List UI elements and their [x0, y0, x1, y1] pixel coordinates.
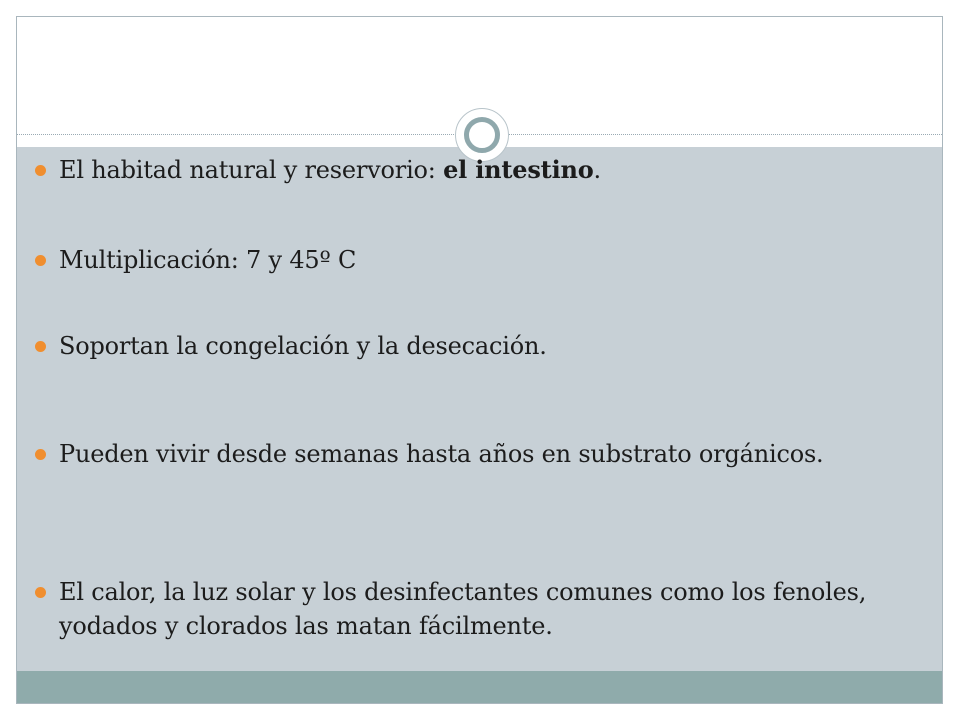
footer-bar — [17, 671, 942, 703]
bullet-text: El calor, la luz solar y los desinfectantes comunes como los fenoles, yodados y clorados las matan fácilmente. — [59, 578, 867, 640]
bullet-text-prefix: El habitad natural y reservorio: — [59, 156, 444, 184]
bullet-dot-icon — [35, 165, 46, 176]
bullet-dot-icon — [35, 449, 46, 460]
bullet-text — [59, 153, 909, 187]
bullet-text-bold: el intestino — [443, 155, 594, 184]
bullet-text-suffix: . — [593, 156, 601, 184]
bullet-dot-icon — [35, 341, 46, 352]
bullet-text: Pueden vivir desde semanas hasta años en substrato orgánicos. — [59, 440, 824, 468]
bullet-text: Multiplicación: 7 y 45º C — [59, 246, 357, 274]
bullet-dot-icon — [35, 255, 46, 266]
ornament-ring — [464, 117, 500, 153]
bullet-text: Soportan la congelación y la desecación. — [59, 332, 547, 360]
bullet-dot-icon — [35, 587, 46, 598]
slide — [16, 16, 943, 704]
